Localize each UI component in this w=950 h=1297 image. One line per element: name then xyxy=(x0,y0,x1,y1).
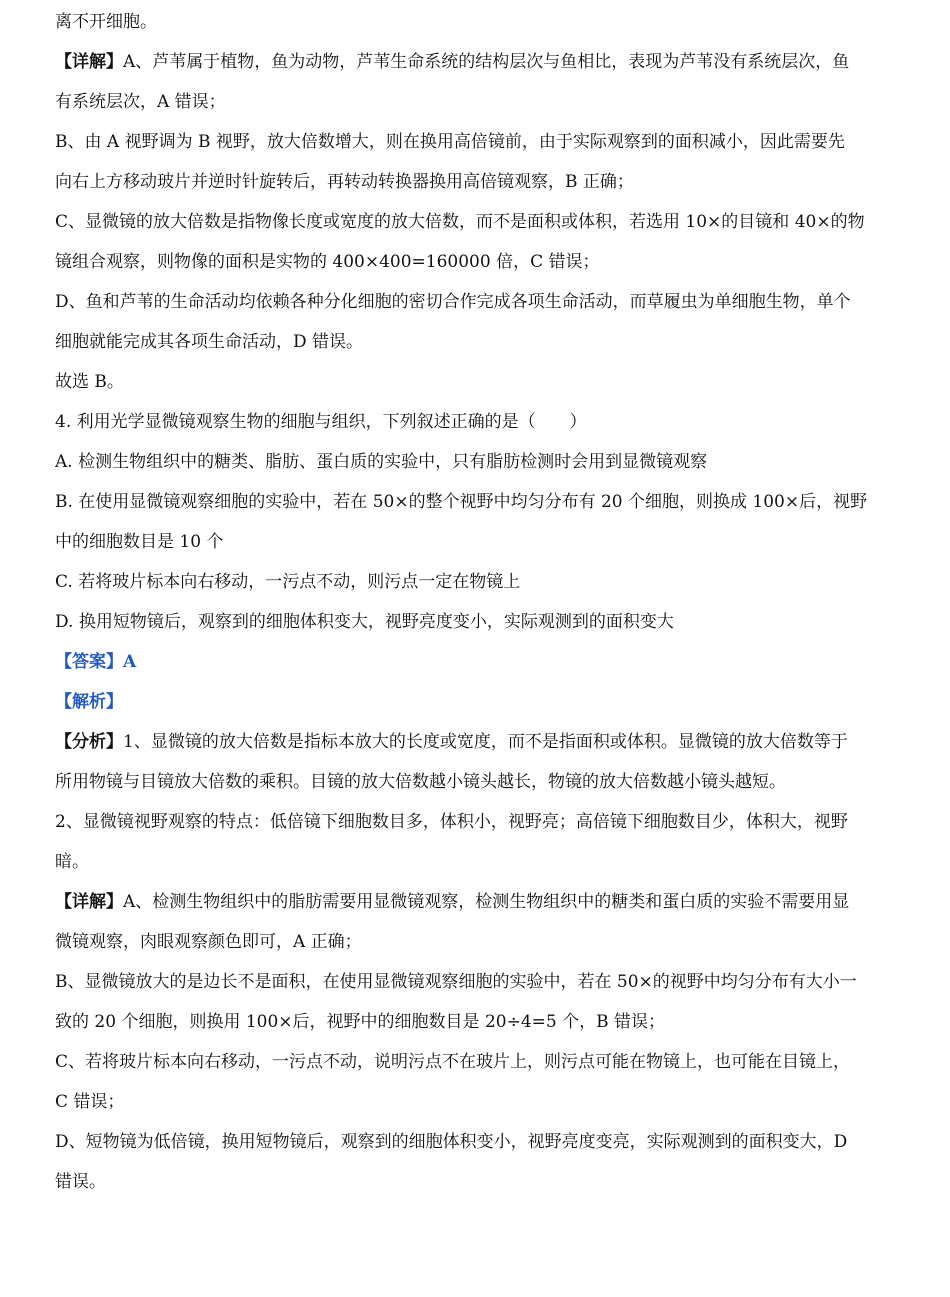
text-line xyxy=(55,882,895,922)
text-line xyxy=(55,642,895,682)
text-line xyxy=(55,722,895,762)
answer-label: 【答案】 xyxy=(55,652,123,672)
text-line xyxy=(55,1122,895,1162)
text-line xyxy=(55,322,895,362)
text-line xyxy=(55,1162,895,1202)
section-label: 【详解】 xyxy=(55,892,123,912)
line-text: D、鱼和芦苇的生命活动均依赖各种分化细胞的密切合作完成各项生命活动，而草履虫为单细胞生物，单个 xyxy=(55,292,851,312)
line-text: 向右上方移动玻片并逆时针旋转后，再转动转换器换用高倍镜观察，B 正确； xyxy=(55,172,634,192)
answer-value: A xyxy=(123,652,137,672)
text-line xyxy=(55,1082,895,1122)
line-text: 所用物镜与目镜放大倍数的乘积。目镜的放大倍数越小镜头越长，物镜的放大倍数越小镜头越短。 xyxy=(55,772,786,792)
line-text: 暗。 xyxy=(55,852,89,872)
line-text: 微镜观察，肉眼观察颜色即可，A 正确； xyxy=(55,932,362,952)
line-text: 4. 利用光学显微镜观察生物的细胞与组织，下列叙述正确的是（ ） xyxy=(55,412,587,432)
text-line xyxy=(55,682,895,722)
section-label: 【分析】 xyxy=(55,732,123,752)
line-text: 离不开细胞。 xyxy=(55,12,157,32)
text-line xyxy=(55,522,895,562)
text-line xyxy=(55,2,895,42)
line-text: A、芦苇属于植物，鱼为动物，芦苇生命系统的结构层次与鱼相比，表现为芦苇没有系统层次，鱼 xyxy=(123,52,850,72)
text-line xyxy=(55,802,895,842)
line-text: C、若将玻片标本向右移动，一污点不动，说明污点不在玻片上，则污点可能在物镜上，也可能在目镜上， xyxy=(55,1052,851,1072)
line-text: D、短物镜为低倍镜，换用短物镜后，观察到的细胞体积变小，视野亮度变亮，实际观测到的面积变大，D xyxy=(55,1132,848,1152)
line-text: C. 若将玻片标本向右移动，一污点不动，则污点一定在物镜上 xyxy=(55,572,521,592)
text-line xyxy=(55,82,895,122)
text-line xyxy=(55,242,895,282)
text-line xyxy=(55,362,895,402)
text-line xyxy=(55,962,895,1002)
section-label: 【详解】 xyxy=(55,52,123,72)
text-line xyxy=(55,162,895,202)
text-line xyxy=(55,602,895,642)
document-page xyxy=(55,2,895,1202)
line-text: 中的细胞数目是 10 个 xyxy=(55,532,224,552)
line-text: C 错误； xyxy=(55,1092,125,1112)
line-text: D. 换用短物镜后，观察到的细胞体积变大，视野亮度变小，实际观测到的面积变大 xyxy=(55,612,674,632)
line-text: 故选 B。 xyxy=(55,372,124,392)
line-text: 有系统层次，A 错误； xyxy=(55,92,226,112)
line-text: A、检测生物组织中的脂肪需要用显微镜观察，检测生物组织中的糖类和蛋白质的实验不需要用显 xyxy=(123,892,850,912)
line-text: 1、显微镜的放大倍数是指标本放大的长度或宽度，而不是指面积或体积。显微镜的放大倍数等于 xyxy=(123,732,848,752)
text-line xyxy=(55,122,895,162)
text-line xyxy=(55,482,895,522)
line-text: 错误。 xyxy=(55,1172,106,1192)
text-line xyxy=(55,562,895,602)
line-text: A. 检测生物组织中的糖类、脂肪、蛋白质的实验中，只有脂肪检测时会用到显微镜观察 xyxy=(55,452,708,472)
text-line xyxy=(55,42,895,82)
line-text: 细胞就能完成其各项生命活动，D 错误。 xyxy=(55,332,364,352)
text-line xyxy=(55,842,895,882)
text-line xyxy=(55,762,895,802)
line-text: B. 在使用显微镜观察细胞的实验中，若在 50×的整个视野中均匀分布有 20 个细胞，则换成 100×后，视野 xyxy=(55,492,868,512)
analysis-label: 【解析】 xyxy=(55,692,123,712)
line-text: C、显微镜的放大倍数是指物像长度或宽度的放大倍数，而不是面积或体积，若选用 10×的目镜和 40×的物 xyxy=(55,212,865,232)
text-line xyxy=(55,442,895,482)
text-line xyxy=(55,1002,895,1042)
line-text: 2、显微镜视野观察的特点：低倍镜下细胞数目多，体积小，视野亮；高倍镜下细胞数目少，体积大，视野 xyxy=(55,812,848,832)
text-line xyxy=(55,1042,895,1082)
text-line xyxy=(55,402,895,442)
line-text: B、显微镜放大的是边长不是面积，在使用显微镜观察细胞的实验中，若在 50×的视野中均匀分布有大小一 xyxy=(55,972,857,992)
line-text: B、由 A 视野调为 B 视野，放大倍数增大，则在换用高倍镜前，由于实际观察到的面积减小，因此需要先 xyxy=(55,132,845,152)
text-line xyxy=(55,202,895,242)
line-text: 致的 20 个细胞，则换用 100×后，视野中的细胞数目是 20÷4=5 个，B 错误； xyxy=(55,1012,665,1032)
text-line xyxy=(55,922,895,962)
text-line xyxy=(55,282,895,322)
line-text: 镜组合观察，则物像的面积是实物的 400×400=160000 倍，C 错误； xyxy=(55,252,600,272)
